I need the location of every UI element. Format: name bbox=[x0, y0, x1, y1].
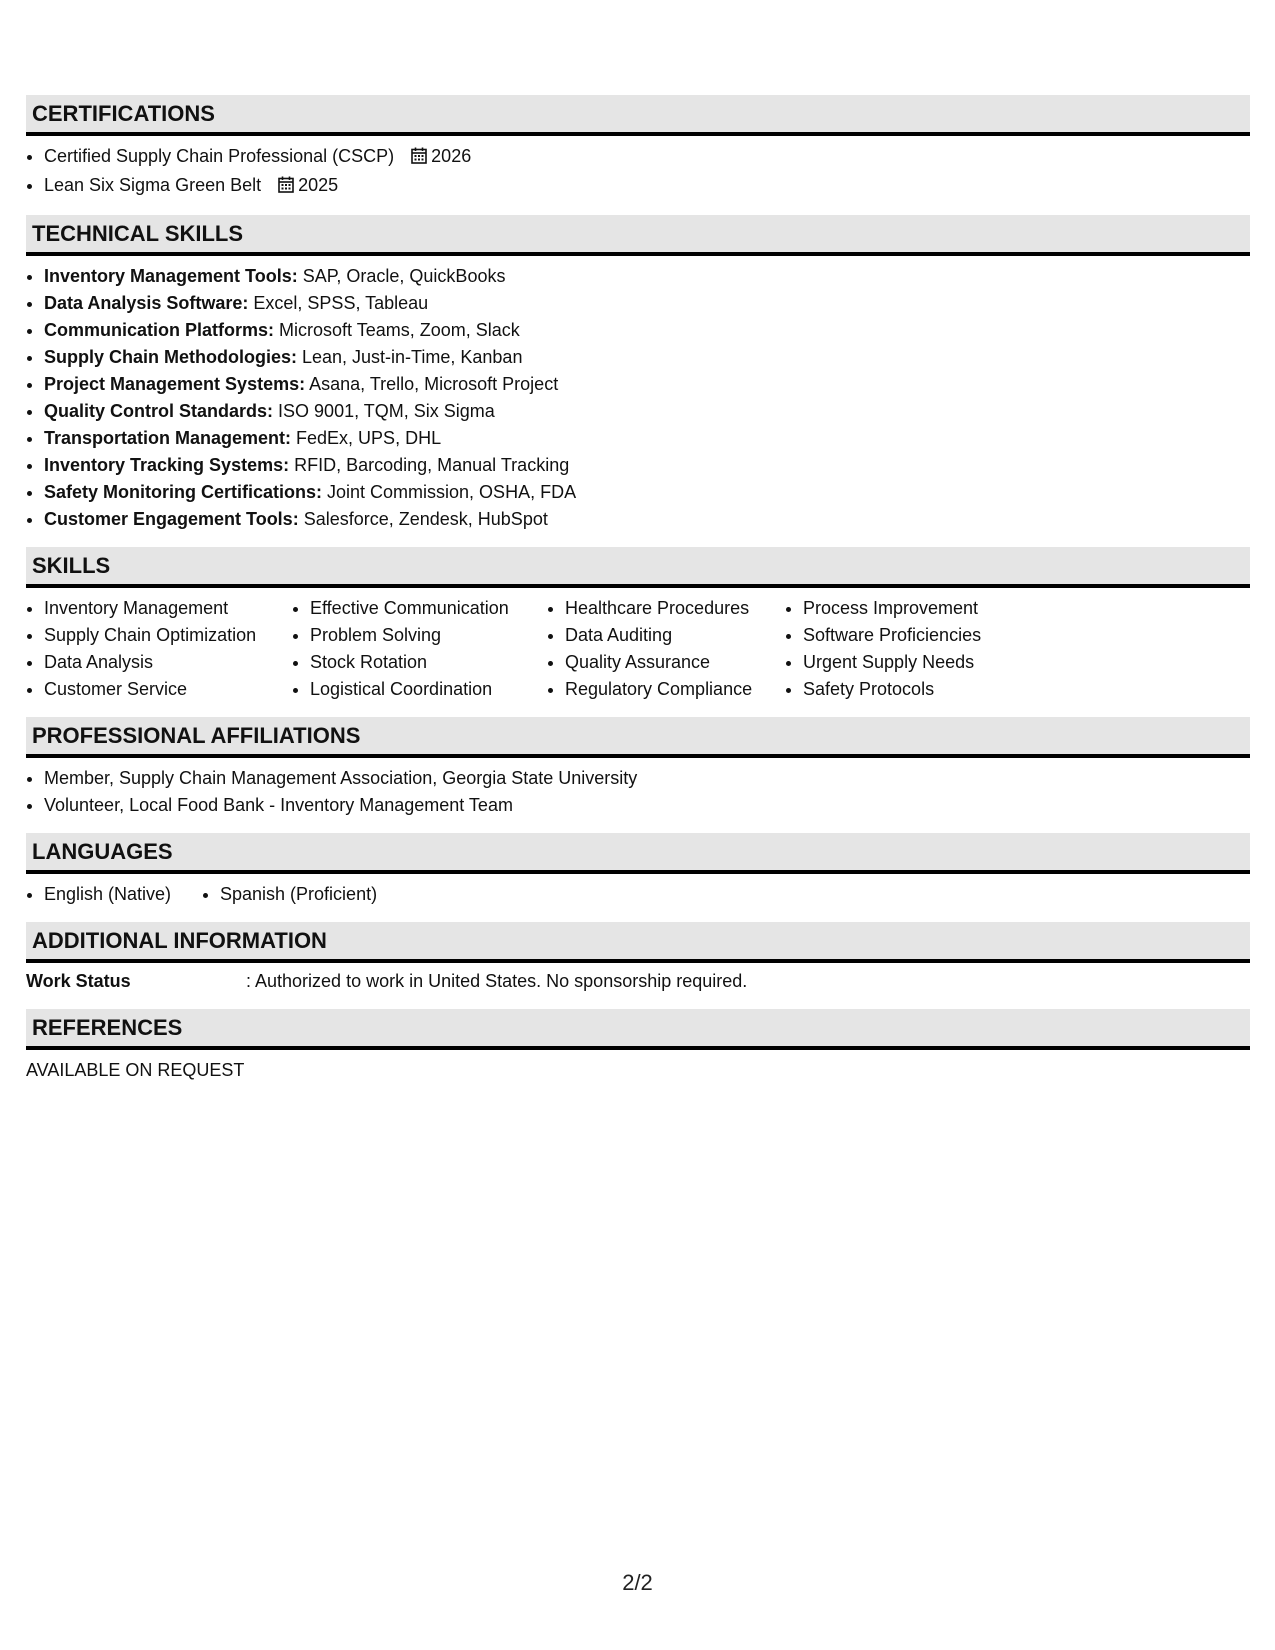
skill-item: • Logistical Coordination bbox=[310, 676, 547, 703]
section-header-technical-skills: TECHNICAL SKILLS bbox=[26, 215, 1250, 256]
work-status-value: : Authorized to work in United States. No sponsorship required. bbox=[246, 971, 748, 991]
skill-item: • Inventory Management bbox=[44, 595, 292, 622]
section-header-references: REFERENCES bbox=[26, 1009, 1250, 1050]
work-status-row bbox=[26, 968, 1250, 995]
skill-item: • Software Proficiencies bbox=[803, 622, 981, 649]
section-header-skills: SKILLS bbox=[26, 547, 1250, 588]
certification-name: Lean Six Sigma Green Belt bbox=[44, 175, 262, 195]
skill-item: • Quality Assurance bbox=[565, 649, 785, 676]
technical-skill-label: Data Analysis Software: bbox=[44, 293, 249, 313]
technical-skill-item bbox=[44, 290, 1250, 317]
skill-item: • Customer Service bbox=[44, 676, 292, 703]
section-header-affiliations: PROFESSIONAL AFFILIATIONS bbox=[26, 717, 1250, 758]
technical-skill-label: Supply Chain Methodologies: bbox=[44, 347, 297, 367]
technical-skill-value: Salesforce, Zendesk, HubSpot bbox=[298, 509, 548, 529]
skill-item: • Problem Solving bbox=[310, 622, 547, 649]
skills-column bbox=[292, 595, 547, 703]
skills-column bbox=[26, 595, 292, 703]
language-item: • Spanish (Proficient) bbox=[220, 881, 377, 908]
technical-skill-label: Quality Control Standards: bbox=[44, 401, 274, 421]
technical-skills-list bbox=[26, 263, 1250, 533]
additional-information-body bbox=[26, 963, 1250, 1009]
certification-year: 2026 bbox=[431, 146, 472, 166]
skill-item: • Stock Rotation bbox=[310, 649, 547, 676]
page-number: 2/2 bbox=[622, 1570, 653, 1595]
skill-item: • Data Auditing bbox=[565, 622, 785, 649]
technical-skill-label: Communication Platforms: bbox=[44, 320, 275, 340]
technical-skill-label: Project Management Systems: bbox=[44, 374, 306, 394]
technical-skill-value: Excel, SPSS, Tableau bbox=[248, 293, 429, 313]
skill-item: • Data Analysis bbox=[44, 649, 292, 676]
certifications-list bbox=[26, 143, 1250, 201]
section-header-certifications: CERTIFICATIONS bbox=[26, 95, 1250, 136]
skills-body bbox=[26, 588, 1250, 717]
technical-skill-label: Transportation Management: bbox=[44, 428, 292, 448]
technical-skill-item bbox=[44, 479, 1250, 506]
technical-skill-item bbox=[44, 452, 1250, 479]
technical-skill-item bbox=[44, 506, 1250, 533]
language-column bbox=[202, 881, 377, 908]
skill-item: • Process Improvement bbox=[803, 595, 981, 622]
technical-skills-body bbox=[26, 256, 1250, 547]
technical-skill-value: RFID, Barcoding, Manual Tracking bbox=[289, 455, 570, 475]
skill-item: • Safety Protocols bbox=[803, 676, 981, 703]
technical-skill-item bbox=[44, 344, 1250, 371]
technical-skill-item bbox=[44, 371, 1250, 398]
skill-item: • Healthcare Procedures bbox=[565, 595, 785, 622]
technical-skill-item bbox=[44, 398, 1250, 425]
technical-skill-value: SAP, Oracle, QuickBooks bbox=[297, 266, 506, 286]
technical-skill-label: Safety Monitoring Certifications: bbox=[44, 482, 323, 502]
technical-skill-item bbox=[44, 317, 1250, 344]
skill-item: • Effective Communication bbox=[310, 595, 547, 622]
skills-column bbox=[547, 595, 785, 703]
skills-grid bbox=[26, 595, 1250, 703]
affiliation-item: • Member, Supply Chain Management Association, Georgia State University bbox=[44, 765, 1250, 792]
calendar-icon bbox=[278, 174, 294, 201]
section-header-additional-information: ADDITIONAL INFORMATION bbox=[26, 922, 1250, 963]
certification-year: 2025 bbox=[298, 175, 339, 195]
certification-item bbox=[44, 143, 1250, 172]
technical-skill-value: Microsoft Teams, Zoom, Slack bbox=[274, 320, 520, 340]
certification-name: Certified Supply Chain Professional (CSCP) bbox=[44, 146, 395, 166]
technical-skill-value: ISO 9001, TQM, Six Sigma bbox=[273, 401, 495, 421]
technical-skill-value: FedEx, UPS, DHL bbox=[291, 428, 442, 448]
resume-page bbox=[26, 95, 1250, 1098]
skill-item: • Supply Chain Optimization bbox=[44, 622, 292, 649]
calendar-icon bbox=[411, 145, 427, 172]
references-text: AVAILABLE ON REQUEST bbox=[26, 1060, 245, 1080]
section-header-languages: LANGUAGES bbox=[26, 833, 1250, 874]
language-item: • English (Native) bbox=[44, 881, 202, 908]
technical-skill-label: Customer Engagement Tools: bbox=[44, 509, 299, 529]
languages-body bbox=[26, 874, 1250, 922]
affiliations-body bbox=[26, 758, 1250, 833]
technical-skill-value: Lean, Just-in-Time, Kanban bbox=[297, 347, 523, 367]
work-status-label: Work Status bbox=[26, 971, 131, 991]
technical-skill-label: Inventory Tracking Systems: bbox=[44, 455, 290, 475]
skills-column bbox=[785, 595, 981, 703]
references-body bbox=[26, 1050, 1250, 1098]
skill-item: • Urgent Supply Needs bbox=[803, 649, 981, 676]
languages-list bbox=[26, 881, 1250, 908]
technical-skill-value: Asana, Trello, Microsoft Project bbox=[305, 374, 559, 394]
language-column bbox=[26, 881, 202, 908]
affiliation-item: • Volunteer, Local Food Bank - Inventory Management Team bbox=[44, 792, 1250, 819]
skill-item: • Regulatory Compliance bbox=[565, 676, 785, 703]
certifications-body bbox=[26, 136, 1250, 215]
affiliations-list bbox=[26, 765, 1250, 819]
technical-skill-label: Inventory Management Tools: bbox=[44, 266, 298, 286]
certification-item bbox=[44, 172, 1250, 201]
technical-skill-item bbox=[44, 425, 1250, 452]
technical-skill-item bbox=[44, 263, 1250, 290]
technical-skill-value: Joint Commission, OSHA, FDA bbox=[322, 482, 577, 502]
